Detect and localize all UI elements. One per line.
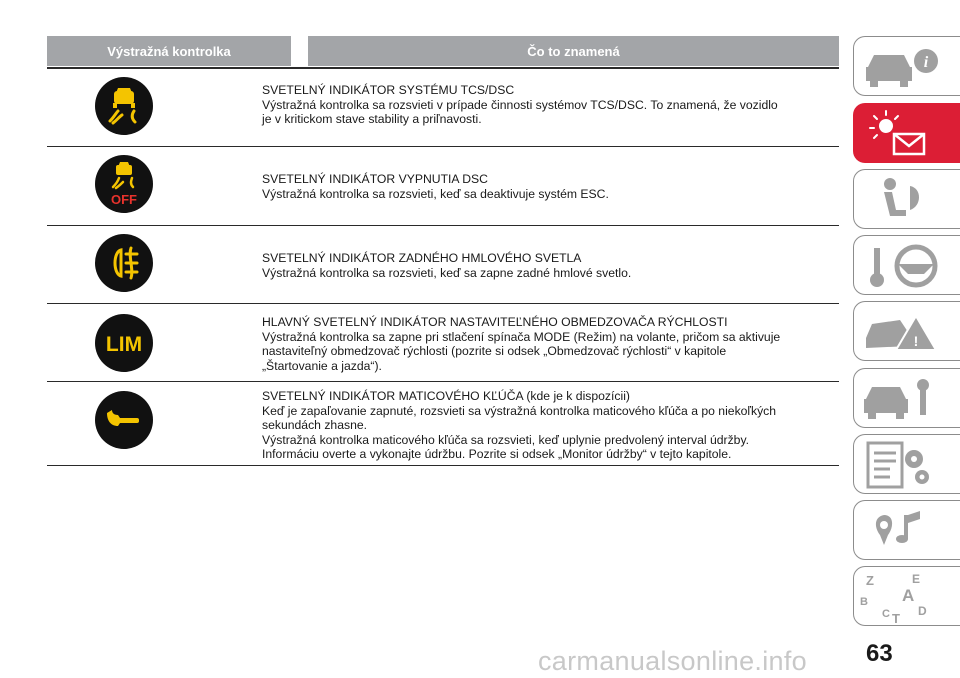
service-wrench-icon	[95, 391, 153, 449]
row-description: SVETELNÝ INDIKÁTOR MATICOVÉHO KĽÚČA (kde je k dispozícii) Keď je zapaľovanie zapnuté, rozsvieti sa výstražná kontrolka maticového kľúča a po niekoľkých sekundách zhasne. Výstražná kontrolka maticového kľúča sa rozsvieti, keď uplynie predvolený interval údržby. Informáciu overte a vykonajte údržbu. Pozrite si odsek „Monitor údržby“ v tejto kapitole.	[262, 389, 790, 462]
svg-text:T: T	[892, 611, 900, 623]
row-title: SVETELNÝ INDIKÁTOR ZADNÉHO HMLOVÉHO SVETLA	[262, 251, 582, 265]
tab-multimedia[interactable]	[853, 500, 960, 560]
column-header-warning-light: Výstražná kontrolka	[47, 36, 291, 66]
row-divider	[47, 381, 839, 382]
key-steering-wheel-icon	[860, 240, 956, 292]
svg-text:LIM: LIM	[105, 333, 143, 356]
car-maintenance-icon	[860, 373, 956, 425]
warning-light-message-icon	[860, 108, 956, 160]
tab-index[interactable]	[853, 566, 960, 626]
row-divider	[47, 303, 839, 304]
svg-text:OFF: OFF	[111, 192, 137, 207]
tab-car-info[interactable]	[853, 36, 960, 96]
row-divider	[47, 146, 839, 147]
row-title: SVETELNÝ INDIKÁTOR VYPNUTIA DSC	[262, 172, 488, 186]
row-divider	[47, 465, 839, 466]
svg-text:E: E	[912, 572, 921, 586]
emergency-car-icon	[860, 306, 956, 358]
tcs-dsc-skid-icon	[95, 77, 153, 135]
technical-data-icon	[860, 439, 956, 491]
row-title: SVETELNÝ INDIKÁTOR MATICOVÉHO KĽÚČA (kde je k dispozícii)	[262, 389, 630, 403]
watermark: carmanualsonline.info	[538, 646, 807, 676]
svg-text:!: !	[913, 333, 919, 349]
speed-limiter-icon	[95, 314, 153, 372]
seat-airbag-icon	[860, 174, 956, 226]
tab-starting-driving[interactable]	[853, 235, 960, 295]
row-description: SVETELNÝ INDIKÁTOR ZADNÉHO HMLOVÉHO SVETLA Výstražná kontrolka sa rozsvieti, keď sa zapne zadné hmlové svetlo.	[262, 251, 790, 280]
tab-safety[interactable]	[853, 169, 960, 229]
multimedia-icon	[860, 505, 956, 557]
svg-text:B: B	[860, 596, 868, 608]
page-number: 63	[866, 640, 893, 667]
svg-text:C: C	[882, 608, 890, 620]
svg-text:A: A	[902, 586, 915, 605]
tab-technical-data[interactable]	[853, 434, 960, 494]
svg-text:D: D	[918, 604, 927, 618]
tab-emergency[interactable]	[853, 301, 960, 361]
svg-text:Z: Z	[866, 573, 874, 588]
dsc-off-icon	[95, 155, 153, 213]
row-title: HLAVNÝ SVETELNÝ INDIKÁTOR NASTAVITEĽNÉHO OBMEDZOVAČA RÝCHLOSTI	[262, 315, 728, 329]
row-title: SVETELNÝ INDIKÁTOR SYSTÉMU TCS/DSC	[262, 83, 515, 97]
rear-fog-light-icon	[95, 234, 153, 292]
column-header-meaning: Čo to znamená	[308, 36, 839, 66]
row-description: SVETELNÝ INDIKÁTOR SYSTÉMU TCS/DSC Výstražná kontrolka sa rozsvieti v prípade činnosti systémov TCS/DSC. To znamená, že vozidlo je v kritickom stave stability a priľnavosti.	[262, 83, 790, 127]
tab-warning-lights[interactable]	[853, 103, 960, 163]
row-description: SVETELNÝ INDIKÁTOR VYPNUTIA DSC Výstražná kontrolka sa rozsvieti, keď sa deaktivuje systém ESC.	[262, 172, 790, 201]
row-divider	[47, 225, 839, 226]
tab-maintenance[interactable]	[853, 368, 960, 428]
svg-text:i: i	[923, 54, 929, 71]
alphabetical-index-icon	[860, 571, 956, 623]
table-header	[47, 36, 839, 66]
table-divider	[47, 67, 839, 69]
row-description: HLAVNÝ SVETELNÝ INDIKÁTOR NASTAVITEĽNÉHO OBMEDZOVAČA RÝCHLOSTI Výstražná kontrolka sa zapne pri stlačení spínača MODE (Režim) na volante, pričom sa aktivuje nastaviteľný obmedzovač rýchlosti (pozrite si odsek „Obmedzovač rýchlosti“ v kapitole „Štartovanie a jazda“).	[262, 315, 790, 373]
car-info-icon	[860, 41, 956, 93]
